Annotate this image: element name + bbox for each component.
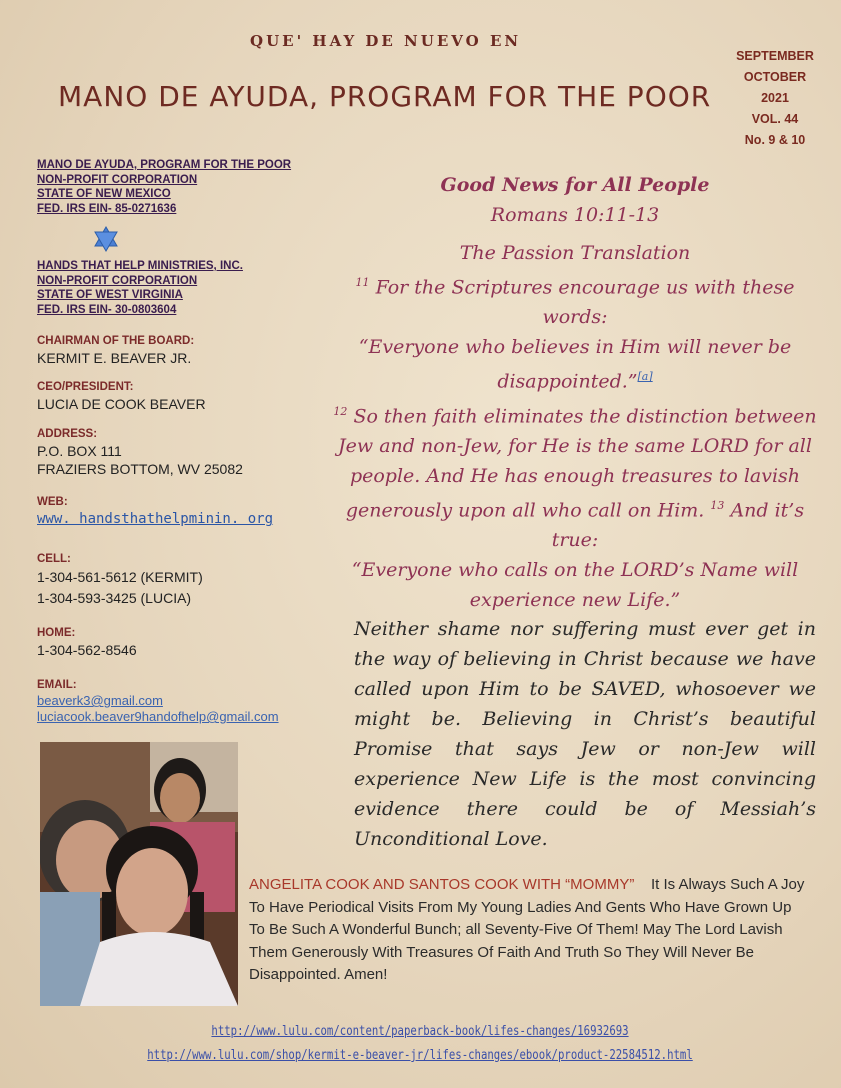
issue-month-1: SEPTEMBER [736, 49, 814, 63]
home-number: 1-304-562-8546 [37, 642, 137, 658]
address-label: ADDRESS: [37, 428, 98, 440]
newsletter-kicker: QUE' HAY DE NUEVO EN [250, 32, 522, 50]
org2-line: NON-PROFIT CORPORATION [37, 274, 198, 287]
chairman-name: KERMIT E. BEAVER JR. [37, 350, 192, 366]
cell-block [37, 552, 337, 609]
issue-number: No. 9 & 10 [744, 133, 806, 147]
org2-line: FED. IRS EIN- 30-0803604 [37, 303, 177, 316]
address-line: FRAZIERS BOTTOM, WV 25082 [37, 461, 243, 477]
issue-info [725, 46, 825, 151]
org2-line: HANDS THAT HELP MINISTRIES, INC. [37, 260, 243, 272]
newsletter-title: MANO DE AYUDA, PROGRAM FOR THE POOR [58, 80, 712, 113]
email-link-kermit[interactable]: beaverk3@gmail.com [37, 693, 163, 708]
caption-lead: ANGELITA COOK AND SANTOS COOK WITH “MOMMY” [249, 876, 635, 893]
verse-12 [330, 397, 820, 556]
ceo-label: CEO/PRESIDENT: [37, 381, 134, 393]
org1-line: FED. IRS EIN- 85-0271636 [37, 202, 177, 215]
cell-label: CELL: [37, 553, 71, 565]
email-label: EMAIL: [37, 679, 77, 691]
star-of-david-icon [93, 226, 119, 252]
quote-1 [330, 332, 820, 396]
quote-2: “Everyone who calls on the LORD’s Name will experience new Life.” [351, 559, 799, 612]
scripture-translation: The Passion Translation [459, 242, 691, 264]
issue-volume: VOL. 44 [751, 112, 799, 126]
verse-text: For the Scriptures encourage us with these words: [375, 276, 795, 329]
scripture-passage [330, 170, 820, 615]
home-block [37, 626, 337, 659]
home-label: HOME: [37, 627, 76, 639]
photo-caption [249, 874, 809, 987]
verse-text: And it’s true: [551, 499, 805, 552]
footnote-link[interactable]: [a] [637, 370, 653, 384]
address-line: P.O. BOX 111 [37, 443, 122, 459]
org-mano-de-ayuda [37, 158, 337, 216]
website-link[interactable]: www. handsthathelpminin. org [37, 511, 274, 527]
org-hands-that-help [37, 259, 337, 317]
chairman-block [37, 334, 337, 367]
cell-number: 1-304-561-5612 (KERMIT) [37, 569, 203, 585]
verse-11 [330, 268, 820, 332]
scripture-reference: Romans 10:11-13 [490, 204, 660, 226]
ebook-link[interactable]: http://www.lulu.com/shop/kermit-e-beaver-jr/lifes-changes/ebook/product-22584512.html [147, 1048, 693, 1063]
address-block [37, 427, 337, 478]
org1-line: STATE OF NEW MEXICO [37, 188, 171, 200]
org2-line: STATE OF WEST VIRGINIA [37, 289, 183, 301]
reflection-paragraph: Neither shame nor suffering must ever get in the way of believing in Christ because we have called upon Him to be SAVED, whosoever we might be. Believing in Christ’s beautiful Promise that says Jew or non-Jew will experience New Life is the most convincing evidence there could be of Messiah’s Unconditional Love. [354, 618, 816, 850]
verse-text: So then faith eliminates the distinction between Jew and non-Jew, for He is the same LORD for all people. And He has enough treasures to lavish generously upon all who call on Him. [338, 404, 817, 522]
org1-line: NON-PROFIT CORPORATION [37, 173, 198, 186]
org1-line: MANO DE AYUDA, PROGRAM FOR THE POOR [37, 159, 292, 171]
quote-text: “Everyone who believes in Him will never be disappointed.” [358, 336, 792, 393]
book-links [40, 1020, 800, 1068]
verse-number: 13 [710, 498, 725, 512]
caption-body: It Is Always Such A Joy To Have Periodical Visits From My Young Ladies And Gents Who Have Grown Up To Be Such A Wonderful Bunch; all Seventy-Five Of Them! May The Lord Lavish Them Generously With Treasures Of Faith And Truth So They Will Never Be Disappointed. Amen! [249, 876, 805, 983]
web-label: WEB: [37, 496, 68, 508]
family-photo [40, 742, 238, 1006]
issue-year: 2021 [761, 91, 789, 105]
verse-number: 11 [355, 276, 370, 289]
paperback-book-link[interactable]: http://www.lulu.com/content/paperback-book/lifes-changes/16932693 [211, 1024, 629, 1039]
cell-number: 1-304-593-3425 (LUCIA) [37, 590, 192, 606]
ceo-name: LUCIA DE COOK BEAVER [37, 396, 206, 412]
email-block [37, 678, 337, 725]
ceo-block [37, 380, 337, 413]
web-block [37, 495, 337, 528]
issue-month-2: OCTOBER [743, 70, 807, 84]
chairman-label: CHAIRMAN OF THE BOARD: [37, 335, 195, 347]
verse-number: 12 [333, 404, 348, 418]
scripture-title: Good News for All People [440, 174, 710, 196]
email-link-lucia[interactable]: luciacook.beaver9handofhelp@gmail.com [37, 709, 279, 724]
